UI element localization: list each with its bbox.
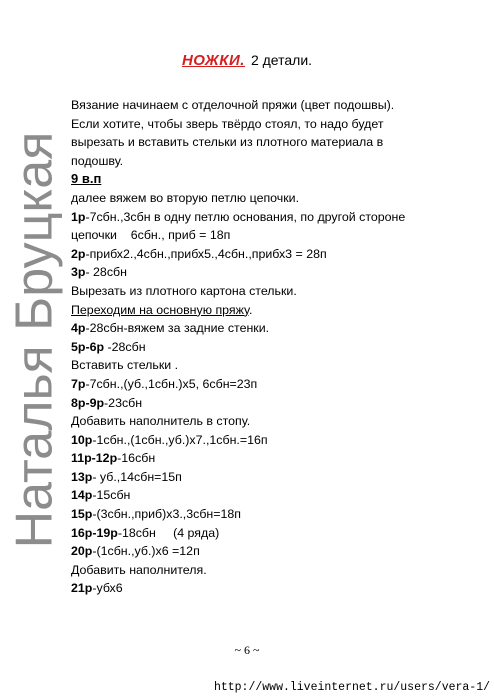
- row-11-12: [71, 449, 451, 468]
- row-16-19-text: -18сбн (4 ряда): [117, 525, 220, 540]
- author-vertical-name: [4, 100, 64, 580]
- row-13-label: 13р: [71, 469, 93, 484]
- start-chain: 9 в.п: [71, 171, 102, 187]
- row-21-label: 21р: [71, 581, 93, 596]
- switch-yarn: [71, 301, 451, 320]
- row-21: [71, 579, 451, 598]
- row-15-label: 15р: [71, 507, 93, 522]
- row-11-12-text: -16сбн: [117, 451, 156, 466]
- row-4-label: 4р: [71, 321, 86, 336]
- row-7-text: -7сбн.,(уб.,1сбн.)х5, 6сбн=23п: [85, 376, 258, 391]
- row-4-text: -28сбн-вяжем за задние стенки.: [85, 321, 270, 336]
- row-8-9-text: -23сбн: [104, 395, 143, 410]
- row-21-text: -убх6: [92, 581, 123, 596]
- add-stuffing-2: Добавить наполнителя.: [71, 562, 207, 577]
- row-15: [71, 505, 451, 524]
- row-11-12-label: 11р-12р: [71, 451, 118, 466]
- row-3-text: - 28сбн: [85, 265, 127, 280]
- row-2-label: 2р: [71, 246, 86, 261]
- title-sub: 2 детали.: [250, 52, 313, 68]
- intro-line-1: Вязание начинаем с отделочной пряжи (цвет подошвы).: [71, 98, 395, 112]
- author-name-text: Наталья Бруцкая: [5, 131, 63, 549]
- row-5-6: [71, 338, 451, 357]
- row-10-label: 10р: [71, 432, 93, 447]
- title-main: НОЖКИ.: [181, 52, 245, 69]
- row-2: [71, 245, 451, 264]
- row-14: [71, 486, 451, 505]
- row-16-19-label: 16р-19р: [71, 525, 118, 540]
- row-2-text: -прибх2.,4сбн.,прибх5.,4сбн.,прибх3 = 28п: [85, 246, 327, 261]
- cut-insoles: Вырезать из плотного картона стельки.: [71, 283, 297, 298]
- row-13: [71, 468, 451, 487]
- row-20-text: -(1сбн.,уб.)х6 =12п: [92, 544, 200, 559]
- row-10-text: -1сбн.,(1сбн.,уб.)х7.,1сбн.=16п: [92, 432, 268, 447]
- row-1-text: -7сбн.,3сбн в одну петлю основания, по другой стороне: [85, 209, 406, 224]
- intro-line-2: Если хотите, чтобы зверь твёрдо стоял, то надо будет: [71, 116, 384, 131]
- switch-yarn-text: Переходим на основную пряжу: [71, 302, 249, 317]
- section-title: [0, 52, 494, 69]
- row-13-text: - уб.,14сбн=15п: [92, 469, 182, 484]
- row-15-text: -(3сбн.,приб)х3.,3сбн=18п: [92, 507, 241, 522]
- row-1-continued: цепочки 6сбн., приб = 18п: [71, 228, 231, 243]
- row-7: [71, 375, 451, 394]
- page-number: ~ 6 ~: [234, 643, 260, 657]
- switch-yarn-dot: .: [249, 302, 253, 317]
- row-16-19: [71, 524, 451, 543]
- row-3-label: 3р: [71, 265, 86, 280]
- add-stuffing-1: Добавить наполнитель в стопу.: [71, 414, 251, 429]
- row-5-6-text: -28сбн: [104, 339, 146, 354]
- row-5-6-label: 5р-6р: [71, 339, 105, 354]
- row-4: [71, 319, 451, 338]
- row-3: [71, 263, 451, 282]
- row-1: [71, 208, 451, 227]
- next-line: далее вяжем во вторую петлю цепочки.: [71, 190, 300, 205]
- row-10: [71, 431, 451, 450]
- insert-insoles: Вставить стельки .: [71, 358, 179, 373]
- row-14-label: 14р: [71, 488, 93, 503]
- row-1-label: 1р: [71, 209, 86, 224]
- row-14-text: -15сбн: [92, 488, 131, 503]
- instructions-body: [71, 96, 451, 598]
- row-8-9: [71, 394, 451, 413]
- intro-line-4: подошву.: [71, 153, 124, 168]
- row-7-label: 7р: [71, 376, 86, 391]
- row-20: [71, 542, 451, 561]
- row-20-label: 20р: [71, 544, 93, 559]
- source-url: http://www.liveinternet.ru/users/vera-1/: [213, 681, 490, 694]
- intro-line-3: вырезать и вставить стельки из плотного материала в: [71, 135, 384, 150]
- row-8-9-label: 8р-9р: [71, 395, 105, 410]
